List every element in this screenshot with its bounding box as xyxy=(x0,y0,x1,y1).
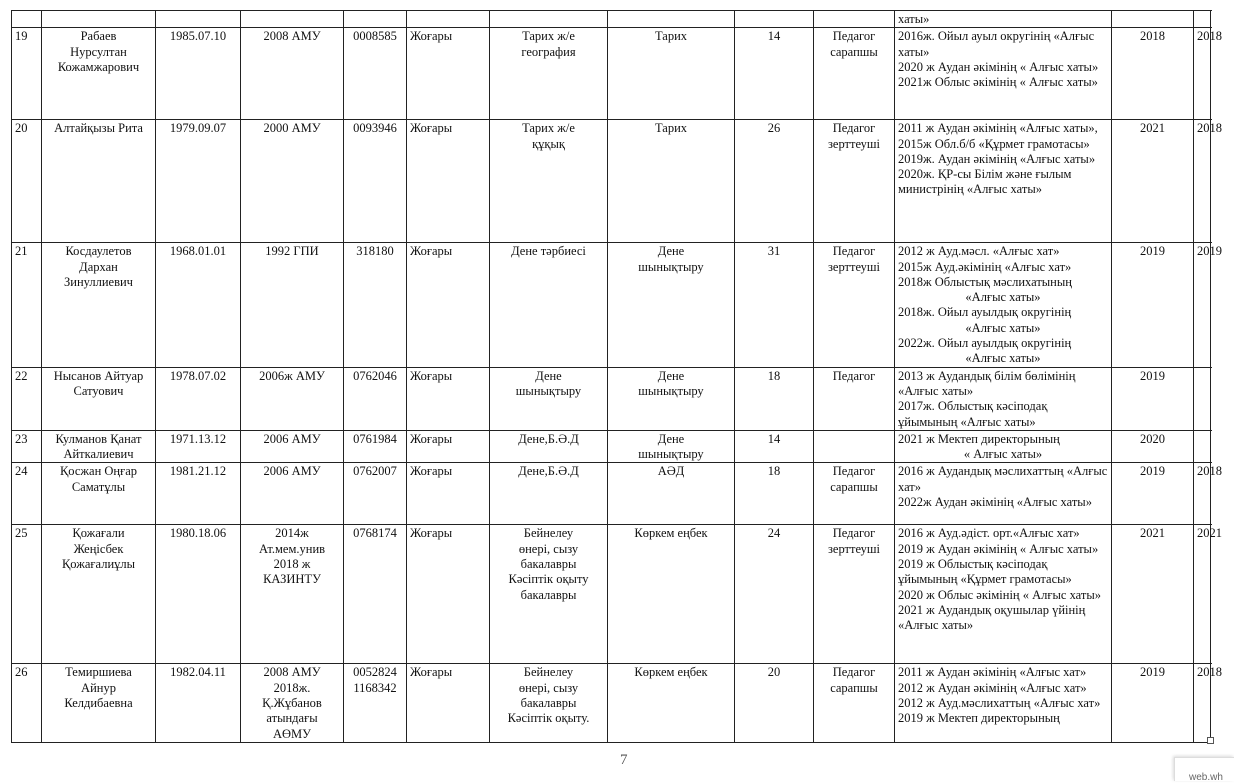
awards-cell xyxy=(895,28,1112,120)
education-cell-line: 2008 АМУ xyxy=(263,29,321,44)
awards-cell-line: 2018ж. Ойыл ауылдық округінің xyxy=(898,305,1072,320)
subject-cell-line: Тарих xyxy=(654,29,688,44)
awards-cell-line: 2020 ж Облыс әкімінің « Алғыс хаты» xyxy=(898,587,1101,602)
birth-date-cell: 1968.01.01 xyxy=(156,243,241,367)
name-cell-line: Сатуович xyxy=(73,383,124,398)
category-cell-line: Педагог xyxy=(832,368,876,383)
specialty-cell xyxy=(490,28,608,120)
subject-cell-line: Тарих xyxy=(654,121,688,136)
row-number-cell: 21 xyxy=(12,243,42,367)
specialty-cell xyxy=(490,120,608,243)
name-cell xyxy=(42,463,156,525)
birth-date-cell: 1979.09.07 xyxy=(156,120,241,243)
diploma-cell-line: 318180 xyxy=(356,244,394,259)
year-cell: 2019 xyxy=(1112,367,1194,430)
diploma-cell xyxy=(344,120,407,243)
awards-cell-line: 2012 ж Ауд.мәслихаттың «Алғыс хат» xyxy=(898,696,1101,711)
category-cell xyxy=(814,120,895,243)
category-cell-line: Педагог xyxy=(832,464,876,479)
experience-cell: 14 xyxy=(735,28,814,120)
education-cell xyxy=(241,430,344,463)
awards-cell xyxy=(895,525,1112,664)
specialty-cell-line: өнері, сызу xyxy=(518,680,579,695)
category-cell-line: сарапшы xyxy=(830,44,878,59)
specialty-cell xyxy=(490,430,608,463)
awards-cell-line: 2019 ж Мектеп директорының xyxy=(898,711,1060,726)
specialty-cell xyxy=(490,463,608,525)
category-cell-line: сарапшы xyxy=(830,680,878,695)
education-cell-line: Қ.Жұбанов xyxy=(262,696,322,711)
awards-cell xyxy=(895,463,1112,525)
specialty-cell-line: Дене тәрбиесі xyxy=(511,244,586,259)
diploma-cell-line: 0761984 xyxy=(353,431,397,446)
experience-cell: 26 xyxy=(735,120,814,243)
education-cell-line: КАЗИНТУ xyxy=(263,572,321,587)
awards-cell-line: 2022ж Аудан әкімінің «Алғыс хаты» xyxy=(898,495,1092,510)
awards-cell-line: 2012 ж Ауд.мәсл. «Алғыс хат» xyxy=(898,244,1060,259)
awards-cell-line: 2012 ж Аудан әкімінің «Алғыс хат» xyxy=(898,680,1087,695)
diploma-cell xyxy=(344,243,407,367)
awards-cell-line: 2016ж. Ойыл ауыл округінің «Алғыс хаты» xyxy=(898,29,1095,59)
birth-date-cell: 1971.13.12 xyxy=(156,430,241,463)
experience-cell: 31 xyxy=(735,243,814,367)
name-cell xyxy=(42,28,156,120)
education-cell xyxy=(241,28,344,120)
table-row xyxy=(12,367,1211,430)
specialty-cell-line: Дене xyxy=(535,368,562,383)
awards-cell xyxy=(895,367,1112,430)
year-cell: 2018 xyxy=(1194,463,1211,525)
subject-cell xyxy=(608,28,735,120)
name-cell xyxy=(42,664,156,742)
birth-date-cell: 1980.18.06 xyxy=(156,525,241,664)
education-level-cell: Жоғары xyxy=(407,243,490,367)
year-cell: 2018 xyxy=(1194,28,1211,120)
subject-cell xyxy=(608,243,735,367)
birth-date-cell: 1978.07.02 xyxy=(156,367,241,430)
specialty-cell-line: Кәсіптік оқыту xyxy=(508,572,589,587)
subject-cell xyxy=(608,367,735,430)
table-row xyxy=(12,28,1211,120)
name-cell xyxy=(42,525,156,664)
year-cell: 2018 xyxy=(1194,664,1211,742)
year-cell: 2021 xyxy=(1112,120,1194,243)
awards-cell-line: 2021ж Облыс әкімінің « Алғыс хаты» xyxy=(898,75,1098,90)
education-cell-line: 2000 АМУ xyxy=(263,121,321,136)
subject-cell-line: Дене xyxy=(657,368,685,383)
education-level-cell: Жоғары xyxy=(407,367,490,430)
specialty-cell xyxy=(490,664,608,742)
category-cell-line: Педагог xyxy=(832,29,876,44)
education-cell-line: 2008 АМУ xyxy=(263,665,321,680)
name-cell-line: Келдибаевна xyxy=(64,696,133,711)
year-cell: 2018 xyxy=(1112,28,1194,120)
year-cell: 2020 xyxy=(1112,430,1194,463)
education-cell-line: 2018 ж xyxy=(273,557,311,572)
education-cell-line: 2018ж. xyxy=(273,680,311,695)
education-cell xyxy=(241,463,344,525)
specialty-cell xyxy=(490,243,608,367)
diploma-cell xyxy=(344,430,407,463)
subject-cell-line: Дене xyxy=(657,244,685,259)
table-row xyxy=(12,525,1211,664)
education-cell xyxy=(241,367,344,430)
education-cell-line: 2006ж АМУ xyxy=(259,368,325,383)
diploma-cell-line: 0762046 xyxy=(353,368,397,383)
category-cell xyxy=(814,367,895,430)
resize-handle[interactable] xyxy=(1207,737,1214,744)
name-cell-line: Зинуллиевич xyxy=(64,274,133,289)
specialty-cell-line: Дене,Б.Ә.Д xyxy=(518,431,579,446)
category-cell xyxy=(814,28,895,120)
year-cell: 2019 xyxy=(1194,243,1211,367)
year-cell: 2021 xyxy=(1112,525,1194,664)
specialty-cell-line: Тарих ж/е xyxy=(522,121,575,136)
education-cell-line: 1992 ГПИ xyxy=(265,244,319,259)
subject-cell-line: шынықтыру xyxy=(638,383,704,398)
category-cell-line: Педагог xyxy=(832,244,876,259)
subject-cell xyxy=(608,664,735,742)
specialty-cell xyxy=(490,367,608,430)
awards-cell-line: 2013 ж Аудандық білім бөлімінің «Алғыс хаты» xyxy=(898,368,1076,398)
name-cell-line: Айнур xyxy=(81,680,116,695)
awards-cell-line: 2015ж Обл.б/б «Құрмет грамотасы» xyxy=(898,136,1090,151)
name-cell-line: Қосжан Оңғар xyxy=(59,464,138,479)
row-number-cell: 26 xyxy=(12,664,42,742)
education-level-cell: Жоғары xyxy=(407,120,490,243)
specialty-cell-line: Бейнелеу xyxy=(523,665,574,680)
row-number-cell: 24 xyxy=(12,463,42,525)
subject-cell-line: Көркем еңбек xyxy=(634,665,708,680)
corner-popup-stub[interactable]: web.wh xyxy=(1174,757,1234,781)
category-cell xyxy=(814,243,895,367)
awards-cell xyxy=(895,664,1112,742)
awards-cell-line: 2016 ж Аудандық мәслихаттың «Алғыс хат» xyxy=(898,464,1108,494)
name-cell-line: Қожағали xyxy=(72,526,125,541)
specialty-cell-line: шынықтыру xyxy=(515,383,582,398)
subject-cell-line: АӘД xyxy=(657,464,685,479)
awards-cell-line: «Алғыс хаты» xyxy=(965,351,1041,366)
specialty-cell-line: бакалавры xyxy=(520,557,577,572)
diploma-cell xyxy=(344,367,407,430)
category-cell-line: сарапшы xyxy=(830,479,878,494)
row-number-cell: 20 xyxy=(12,120,42,243)
name-cell-line: Темиршиева xyxy=(65,665,132,680)
category-cell xyxy=(814,463,895,525)
name-cell-line: Жеңісбек xyxy=(73,541,124,556)
education-level-cell: Жоғары xyxy=(407,525,490,664)
name-cell xyxy=(42,430,156,463)
specialty-cell-line: Тарих ж/е xyxy=(522,29,575,44)
awards-cell-line: «Алғыс хаты» xyxy=(965,320,1041,335)
awards-cell-line: 2015ж Ауд.әкімінің «Алғыс хат» xyxy=(898,259,1072,274)
awards-cell-line: 2021 ж Мектеп директорының xyxy=(898,431,1060,446)
education-level-cell: Жоғары xyxy=(407,28,490,120)
awards-cell-line: 2011 ж Аудан әкімінің «Алғыс хат» xyxy=(898,665,1087,680)
category-cell-line: Педагог xyxy=(832,665,876,680)
row-number-cell: 23 xyxy=(12,430,42,463)
education-cell xyxy=(241,664,344,742)
specialty-cell-line: бакалавры xyxy=(520,696,577,711)
education-cell-line: 2006 АМУ xyxy=(263,464,321,479)
experience-cell: 14 xyxy=(735,430,814,463)
row-number-cell: 22 xyxy=(12,367,42,430)
year-cell: 2019 xyxy=(1112,243,1194,367)
subject-cell-line: шынықтыру xyxy=(638,259,704,274)
awards-cell-line: 2021 ж Аудандық оқушылар үйінің «Алғыс хаты» xyxy=(898,602,1086,633)
specialty-cell-line: өнері, сызу xyxy=(518,541,579,556)
name-cell xyxy=(42,367,156,430)
diploma-cell-line: 0093946 xyxy=(353,121,397,136)
awards-cell-line: 2011 ж Аудан әкімінің «Алғыс хаты», xyxy=(898,121,1098,136)
name-cell-line: Алтайқызы Рита xyxy=(54,121,143,136)
awards-cell-line: 2019 ж Облыстық кәсіподақ ұйымының «Құрмет грамотасы» xyxy=(898,557,1072,587)
education-cell xyxy=(241,243,344,367)
awards-cell-line: 2020 ж Аудан әкімінің « Алғыс хаты» xyxy=(898,59,1099,74)
category-cell-line: зерттеуші xyxy=(827,259,881,274)
awards-cell-line: 2017ж. Облыстық кәсіподақ ұйымының «Алғыс хаты» xyxy=(898,399,1048,429)
category-cell xyxy=(814,664,895,742)
year-cell: 2018 xyxy=(1194,120,1211,243)
table-row xyxy=(12,430,1211,463)
diploma-cell-line: 1168342 xyxy=(353,680,397,695)
diploma-cell-line: 0052824 xyxy=(353,665,397,680)
birth-date-cell: 1985.07.10 xyxy=(156,28,241,120)
specialty-cell-line: бакалавры xyxy=(520,587,577,602)
education-level-cell: Жоғары xyxy=(407,430,490,463)
name-cell-line: Қожағалиұлы xyxy=(61,557,136,572)
name-cell xyxy=(42,120,156,243)
education-cell-line: АӨМУ xyxy=(272,726,312,741)
page-number: 7 xyxy=(620,752,628,768)
category-cell xyxy=(814,525,895,664)
awards-cell-line: « Алғыс хаты» xyxy=(963,447,1043,462)
awards-cell xyxy=(895,430,1112,463)
experience-cell: 24 xyxy=(735,525,814,664)
category-cell-line: Педагог xyxy=(832,526,876,541)
awards-cell xyxy=(895,243,1112,367)
education-cell-line: Ат.мем.унив xyxy=(258,541,326,556)
year-cell xyxy=(1194,367,1211,430)
table-row xyxy=(12,120,1211,243)
diploma-cell xyxy=(344,664,407,742)
name-cell-line: Айткалиевич xyxy=(63,447,134,462)
year-cell xyxy=(1194,430,1211,463)
subject-cell-line: Дене xyxy=(657,431,685,446)
specialty-cell-line: Бейнелеу xyxy=(523,526,574,541)
awards-cell-line: 2016 ж Ауд.әдіст. орт.«Алғыс хат» xyxy=(898,526,1080,541)
awards-cell-line: 2018ж Облыстық мәслихатының xyxy=(898,274,1072,289)
name-cell-line: Нурсултан xyxy=(70,44,127,59)
row-number-cell: 25 xyxy=(12,525,42,664)
year-cell: 2019 xyxy=(1112,664,1194,742)
subject-cell-line: Көркем еңбек xyxy=(634,526,708,541)
name-cell-line: Нысанов Айтуар xyxy=(53,368,144,383)
diploma-cell-line: 0768174 xyxy=(353,526,397,541)
category-cell-line: Педагог xyxy=(832,121,876,136)
specialty-cell-line: Кәсіптік оқыту. xyxy=(507,711,590,726)
experience-cell: 18 xyxy=(735,367,814,430)
experience-cell: 18 xyxy=(735,463,814,525)
education-level-cell: Жоғары xyxy=(407,463,490,525)
name-cell-line: Косдаулетов xyxy=(65,244,132,259)
subject-cell xyxy=(608,525,735,664)
diploma-cell xyxy=(344,525,407,664)
awards-cell xyxy=(895,11,1112,28)
education-cell-line: 2006 АМУ xyxy=(263,431,321,446)
diploma-cell-line: 0008585 xyxy=(353,29,397,44)
name-cell-line: Кулманов Қанат xyxy=(55,431,142,446)
education-cell-line: атындағы xyxy=(266,711,318,726)
table-row xyxy=(12,664,1211,742)
subject-cell-line: шынықтыру xyxy=(638,447,704,462)
experience-cell: 20 xyxy=(735,664,814,742)
awards-cell-line: 2019ж. Аудан әкімінің «Алғыс хаты» xyxy=(898,151,1096,166)
subject-cell xyxy=(608,120,735,243)
name-cell-line: Кожамжарович xyxy=(57,59,140,74)
diploma-cell-line: 0762007 xyxy=(353,464,397,479)
birth-date-cell: 1982.04.11 xyxy=(156,664,241,742)
category-cell xyxy=(814,430,895,463)
education-cell-line: 2014ж xyxy=(275,526,309,541)
row-number-cell: 19 xyxy=(12,28,42,120)
awards-line: хаты» xyxy=(898,12,930,26)
awards-cell xyxy=(895,120,1112,243)
birth-date-cell: 1981.21.12 xyxy=(156,463,241,525)
awards-cell-line: 2019 ж Аудан әкімінің « Алғыс хаты» xyxy=(898,541,1099,556)
diploma-cell xyxy=(344,463,407,525)
awards-cell-line: 2022ж. Ойыл ауылдық округінің xyxy=(898,336,1072,351)
education-cell xyxy=(241,120,344,243)
subject-cell xyxy=(608,463,735,525)
specialty-cell-line: құқық xyxy=(532,136,565,151)
education-cell xyxy=(241,525,344,664)
category-cell-line: зерттеуші xyxy=(827,541,881,556)
table-row xyxy=(12,243,1211,367)
staff-table xyxy=(11,10,1222,743)
name-cell xyxy=(42,243,156,367)
category-cell-line: зерттеуші xyxy=(827,136,881,151)
name-cell-line: Саматұлы xyxy=(71,479,126,494)
specialty-cell xyxy=(490,525,608,664)
diploma-cell xyxy=(344,28,407,120)
table-row xyxy=(12,463,1211,525)
education-level-cell: Жоғары xyxy=(407,664,490,742)
table-row-continued xyxy=(12,11,1211,28)
year-cell: 2019 xyxy=(1112,463,1194,525)
specialty-cell-line: Дене,Б.Ә.Д xyxy=(518,464,579,479)
awards-cell-line: «Алғыс хаты» xyxy=(965,290,1041,305)
name-cell-line: Рабаев xyxy=(80,29,117,44)
awards-cell-line: 2020ж. ҚР-сы Білім және ғылым министрінің «Алғыс хаты» xyxy=(898,167,1072,197)
subject-cell xyxy=(608,430,735,463)
name-cell-line: Дархан xyxy=(79,259,118,274)
year-cell: 2021 xyxy=(1194,525,1211,664)
specialty-cell-line: география xyxy=(521,44,576,59)
